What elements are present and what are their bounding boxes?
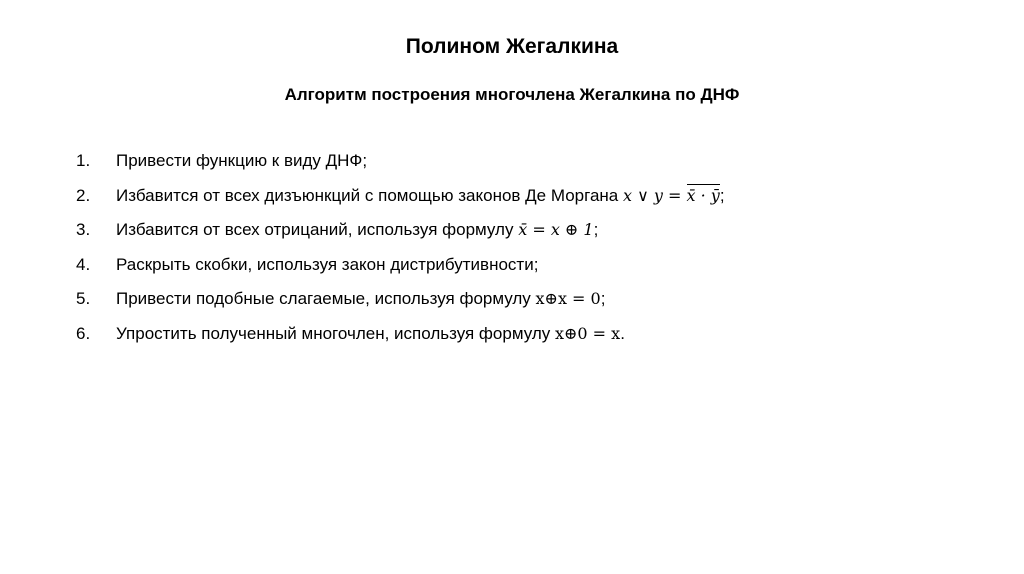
step-number: 3.	[76, 220, 91, 239]
step-number: 5.	[76, 289, 91, 308]
formula: x⊕0 = x	[554, 323, 621, 343]
step-end: .	[620, 323, 625, 343]
step-text	[116, 183, 725, 209]
step-end: ;	[362, 151, 368, 170]
step-number: 6.	[76, 323, 91, 343]
step-end: ;	[533, 254, 539, 274]
formula: x⊕x = 0	[535, 289, 601, 308]
formula-rhs: = x ⊕ 1	[527, 220, 594, 239]
slide-title: Полином Жегалкина	[405, 35, 619, 58]
step-text	[116, 286, 605, 312]
formula-lhs: x̄	[518, 220, 528, 239]
list-item	[76, 217, 996, 252]
step-label: Привести функцию к виду ДНФ	[116, 151, 363, 170]
step-text	[116, 321, 625, 347]
step-label: Избавится от всех дизъюнкций с помощью законов Де Моргана	[116, 185, 623, 205]
steps-list	[76, 148, 996, 355]
step-end: ;	[719, 185, 725, 205]
step-label: Привести подобные слагаемые, используя формулу	[116, 289, 536, 308]
step-number: 1.	[76, 151, 91, 170]
list-item	[76, 321, 996, 356]
step-end: ;	[593, 220, 599, 239]
step-number: 4.	[76, 254, 91, 274]
step-text	[116, 252, 538, 278]
step-label: Раскрыть скобки, используя закон дистрибутивности	[116, 254, 534, 274]
slide-subtitle: Алгоритм построения многочлена Жегалкина по ДНФ	[284, 85, 740, 104]
step-text	[116, 148, 367, 174]
step-number: 2.	[76, 185, 91, 205]
step-end: ;	[600, 289, 606, 308]
step-text	[116, 217, 598, 243]
formula-lhs: x ∨ y =	[622, 185, 687, 205]
list-item	[76, 286, 996, 321]
list-item	[76, 252, 996, 287]
formula-rhs: x̄ · ȳ	[686, 185, 720, 205]
list-item	[76, 183, 996, 218]
step-label: Упростить полученный многочлен, используя формулу	[116, 323, 555, 343]
list-item	[76, 148, 996, 183]
step-label: Избавится от всех отрицаний, используя формулу	[116, 220, 519, 239]
